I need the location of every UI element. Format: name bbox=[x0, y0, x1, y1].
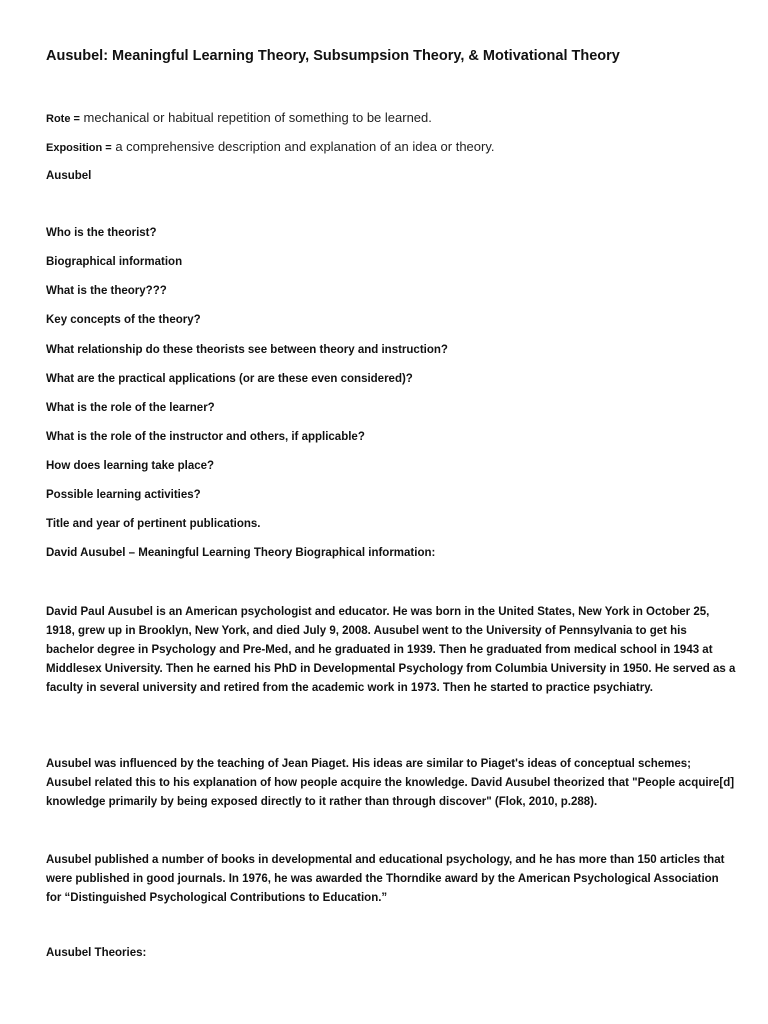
question-line: Title and year of pertinent publications. bbox=[46, 518, 261, 530]
question-line: Key concepts of the theory? bbox=[46, 314, 201, 326]
definition-term: Rote = bbox=[46, 113, 80, 125]
question-line: What is the role of the learner? bbox=[46, 402, 215, 414]
definition-exposition bbox=[46, 139, 495, 154]
definition-text: mechanical or habitual repetition of something to be learned. bbox=[79, 110, 432, 125]
definition-rote bbox=[46, 110, 432, 125]
question-line: What relationship do these theorists see between theory and instruction? bbox=[46, 344, 448, 356]
section-heading-biography: David Ausubel – Meaningful Learning Theory Biographical information: bbox=[46, 547, 436, 559]
question-line: What is the role of the instructor and others, if applicable? bbox=[46, 431, 365, 443]
question-line: Possible learning activities? bbox=[46, 489, 201, 501]
question-line: Who is the theorist? bbox=[46, 227, 157, 239]
heading-theories: Ausubel Theories: bbox=[46, 947, 147, 959]
question-line: Biographical information bbox=[46, 256, 183, 268]
definition-term: Exposition = bbox=[46, 142, 112, 154]
paragraph-publications: Ausubel published a number of books in developmental and educational psychology, and he has more than 150 articles that were published in good journals. In 1976, he was awarded the Thorndike award by the American Psychological Association for “Distinguished Psychological Contributions to Education.” bbox=[46, 854, 725, 904]
question-line: What is the theory??? bbox=[46, 285, 167, 297]
heading-ausubel: Ausubel bbox=[46, 170, 92, 182]
paragraph-influence: Ausubel was influenced by the teaching of Jean Piaget. His ideas are similar to Piaget's ideas of conceptual schemes; Ausubel related this to his explanation of how people acquire the knowledge. David Ausubel theorized that "People acquire[d] knowledge primarily by being exposed directly to it rather than through discover" (Flok, 2010, p.288). bbox=[46, 758, 735, 808]
document-title: Ausubel: Meaningful Learning Theory, Subsumpsion Theory, & Motivational Theory bbox=[46, 48, 620, 64]
definition-text: a comprehensive description and explanation of an idea or theory. bbox=[111, 139, 495, 154]
question-line: How does learning take place? bbox=[46, 460, 215, 472]
question-line: What are the practical applications (or are these even considered)? bbox=[46, 373, 413, 385]
paragraph-biography: David Paul Ausubel is an American psychologist and educator. He was born in the United States, New York in October 25, 1918, grew up in Brooklyn, New York, and died July 9, 2008. Ausubel went to the University of Pennsylvania to get his bachelor degree in Psychology and Pre-Med, and he graduated in 1939. Then he graduated from medical school in 1943 at Middlesex University. Then he earned his PhD in Developmental Psychology from Columbia University in 1950. He served as a faculty in several university and retired from the academic work in 1973. Then he started to practice psychiatry. bbox=[46, 606, 736, 694]
